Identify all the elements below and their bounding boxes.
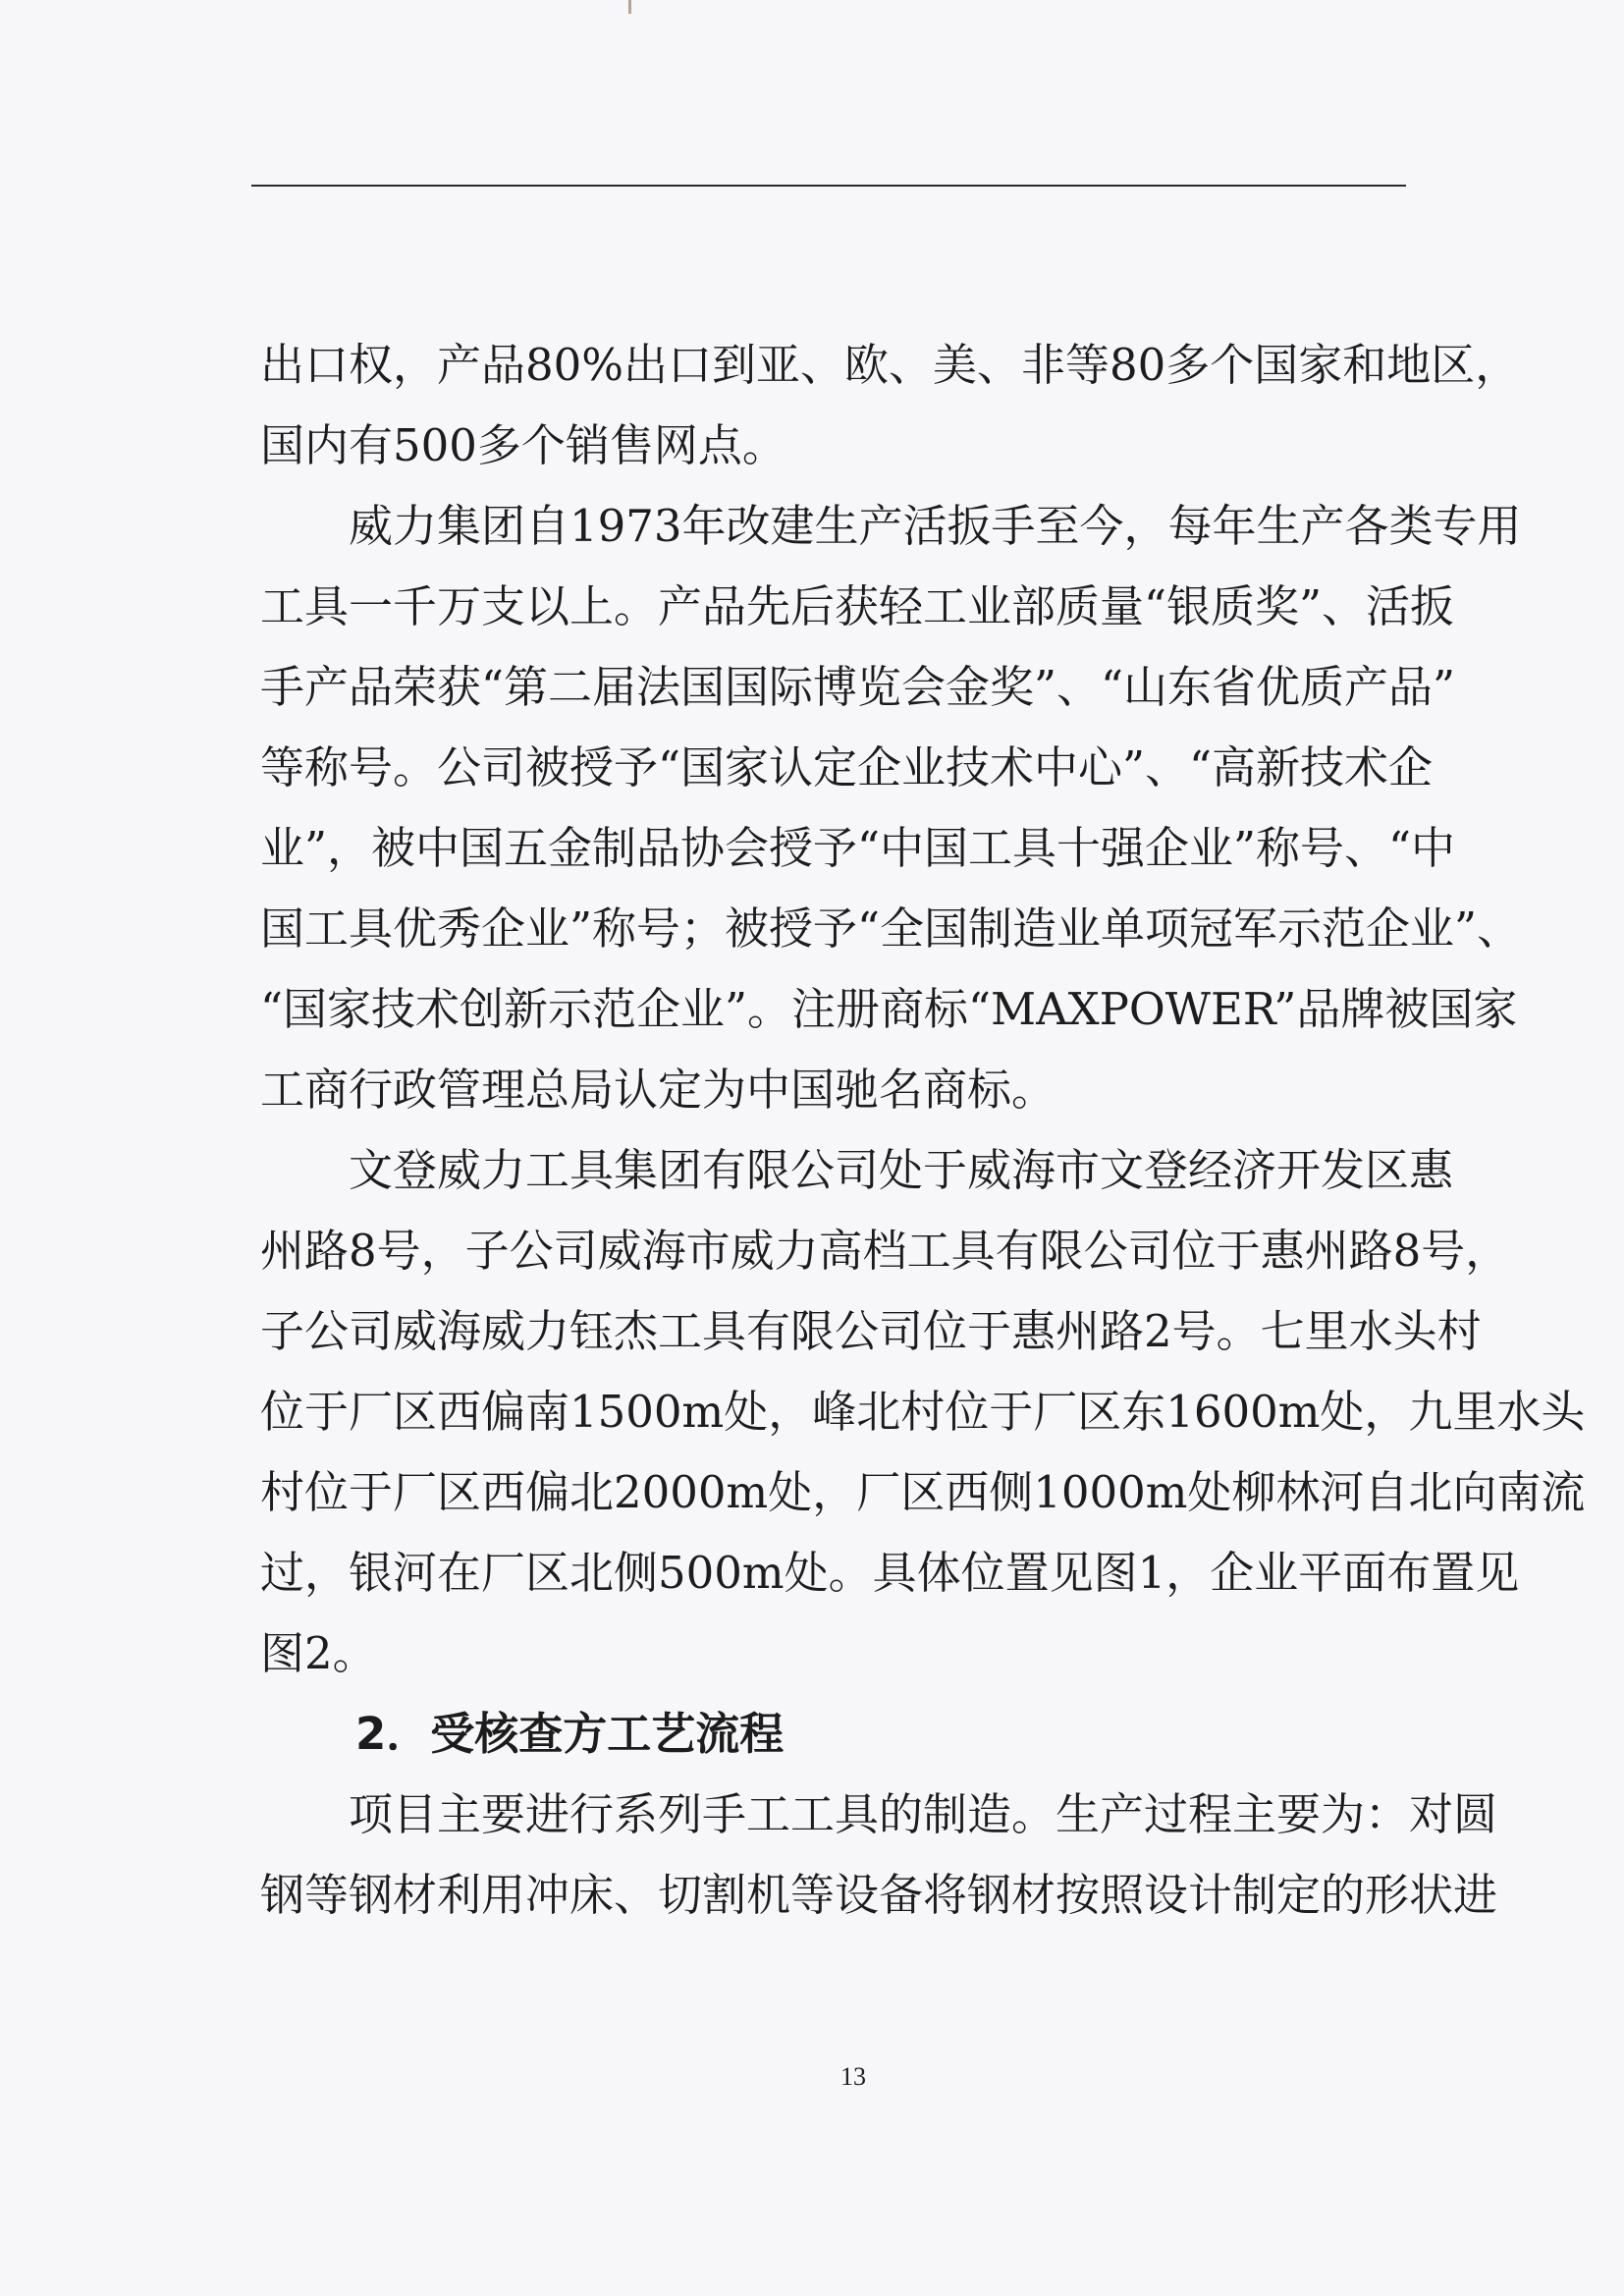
text-line: “国家技术创新示范企业”。注册商标“MAXPOWER”品牌被国家: [260, 983, 1518, 1035]
text-line: 出口权，产品80%出口到亚、欧、美、非等80多个国家和地区，: [260, 339, 1520, 391]
section-heading: 2．受核查方工艺流程: [355, 1708, 785, 1760]
text-line: 工商行政管理总局认定为中国驰名商标。: [260, 1064, 1056, 1116]
text-line: 村位于厂区西偏北2000m处，厂区西侧1000m处柳林河自北向南流: [260, 1466, 1586, 1518]
text-line: 过，银河在厂区北侧500m处。具体位置见图1，企业平面布置见: [260, 1547, 1520, 1599]
text-line: 国工具优秀企业”称号；被授予“全国制造业单项冠军示范企业”、: [260, 902, 1522, 955]
text-line: 项目主要进行系列手工工具的制造。生产过程主要为：对圆: [349, 1788, 1498, 1840]
page-number: 13: [840, 2062, 866, 2091]
text-line: 业”，被中国五金制品协会授予“中国工具十强企业”称号、“中: [260, 822, 1456, 874]
text-line: 钢等钢材利用冲床、切割机等设备将钢材按照设计制定的形状进: [260, 1869, 1498, 1921]
scan-artifact: [628, 0, 631, 14]
text-line: 州路8号，子公司威海市威力高档工具有限公司位于惠州路8号，: [260, 1225, 1510, 1277]
text-line: 手产品荣获“第二届法国国际博览会金奖”、“山东省优质产品”: [260, 661, 1456, 713]
text-line: 文登威力工具集团有限公司处于威海市文登经济开发区惠: [349, 1144, 1454, 1196]
text-line: 威力集团自1973年改建生产活扳手至今，每年生产各类专用: [349, 500, 1522, 552]
text-line: 工具一千万支以上。产品先后获轻工业部质量“银质奖”、活扳: [260, 580, 1455, 632]
text-line: 等称号。公司被授予“国家认定企业技术中心”、“高新技术企: [260, 741, 1434, 793]
text-line: 图2。: [260, 1627, 377, 1679]
text-line: 国内有500多个销售网点。: [260, 419, 786, 471]
text-line: 子公司威海威力钰杰工具有限公司位于惠州路2号。七里水头村: [260, 1305, 1482, 1357]
header-rule: [251, 185, 1406, 187]
text-line: 位于厂区西偏南1500m处，峰北村位于厂区东1600m处，九里水头: [260, 1386, 1586, 1438]
